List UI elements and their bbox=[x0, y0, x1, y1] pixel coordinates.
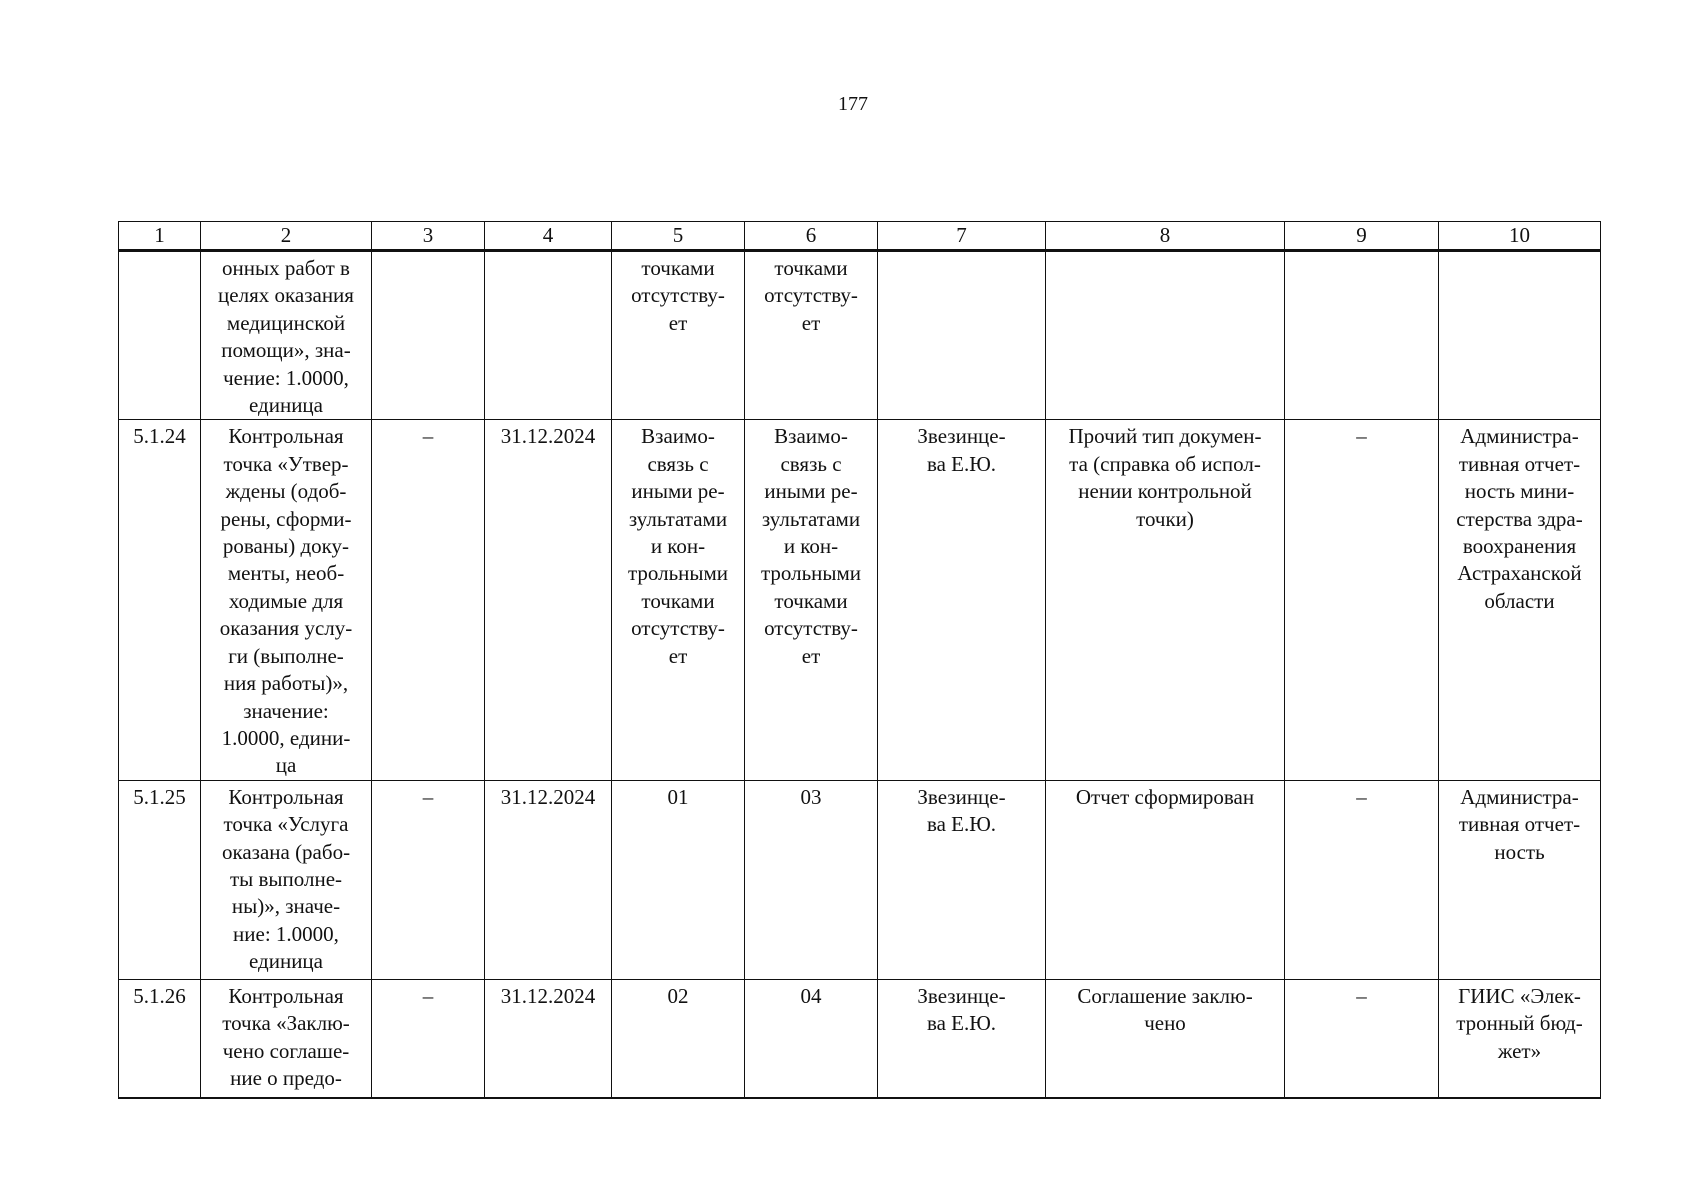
cell-number: 5.1.24 bbox=[119, 420, 201, 780]
column-header-4: 4 bbox=[485, 222, 612, 251]
cell-col6: 03 bbox=[745, 780, 878, 979]
cell-col5: 01 bbox=[612, 780, 745, 979]
cell-col9 bbox=[1285, 251, 1439, 420]
cell-name: онных работ в целях оказания медицинской помощи», зна- чение: 1.0000, единица bbox=[201, 251, 372, 420]
document-table bbox=[118, 221, 1601, 1099]
cell-source: ГИИС «Элек- тронный бюд- жет» bbox=[1439, 979, 1601, 1098]
cell-name: Контрольная точка «Утвер- ждены (одоб- рены, сформи- рованы) доку- менты, необ- ходимые для оказания услу- ги (выполне- ния работы)», значение: 1.0000, едини- ца bbox=[201, 420, 372, 780]
cell-col5: 02 bbox=[612, 979, 745, 1098]
column-header-10: 10 bbox=[1439, 222, 1601, 251]
cell-source bbox=[1439, 251, 1601, 420]
cell-col6: точками отсутству- ет bbox=[745, 251, 878, 420]
cell-col3: – bbox=[372, 420, 485, 780]
cell-col6: 04 bbox=[745, 979, 878, 1098]
cell-responsible bbox=[878, 251, 1046, 420]
cell-col3: – bbox=[372, 979, 485, 1098]
cell-col6: Взаимо- связь с иными ре- зультатами и кон- трольными точками отсутству- ет bbox=[745, 420, 878, 780]
cell-col5: точками отсутству- ет bbox=[612, 251, 745, 420]
cell-document-type bbox=[1046, 251, 1285, 420]
cell-date: 31.12.2024 bbox=[485, 979, 612, 1098]
cell-source: Администра- тивная отчет- ность мини- стерства здра- воохранения Астраханской области bbox=[1439, 420, 1601, 780]
cell-document-type: Соглашение заклю- чено bbox=[1046, 979, 1285, 1098]
column-header-5: 5 bbox=[612, 222, 745, 251]
cell-col9: – bbox=[1285, 979, 1439, 1098]
column-header-6: 6 bbox=[745, 222, 878, 251]
cell-number: 5.1.25 bbox=[119, 780, 201, 979]
column-header-9: 9 bbox=[1285, 222, 1439, 251]
cell-number bbox=[119, 251, 201, 420]
cell-source: Администра- тивная отчет- ность bbox=[1439, 780, 1601, 979]
table-row-5-1-24 bbox=[119, 420, 1601, 780]
column-header-2: 2 bbox=[201, 222, 372, 251]
table-row-continuation bbox=[119, 251, 1601, 420]
column-header-7: 7 bbox=[878, 222, 1046, 251]
table-header-row bbox=[119, 222, 1601, 251]
cell-document-type: Прочий тип докумен- та (справка об испол- нении контрольной точки) bbox=[1046, 420, 1285, 780]
cell-responsible: Звезинце- ва Е.Ю. bbox=[878, 780, 1046, 979]
cell-date: 31.12.2024 bbox=[485, 780, 612, 979]
cell-document-type: Отчет сформирован bbox=[1046, 780, 1285, 979]
cell-name: Контрольная точка «Услуга оказана (рабо- ты выполне- ны)», значе- ние: 1.0000, единица bbox=[201, 780, 372, 979]
cell-date: 31.12.2024 bbox=[485, 420, 612, 780]
cell-date bbox=[485, 251, 612, 420]
column-header-3: 3 bbox=[372, 222, 485, 251]
cell-col5: Взаимо- связь с иными ре- зультатами и кон- трольными точками отсутству- ет bbox=[612, 420, 745, 780]
cell-col3: – bbox=[372, 780, 485, 979]
table-row-5-1-25 bbox=[119, 780, 1601, 979]
page-number: 177 bbox=[838, 93, 868, 115]
column-header-8: 8 bbox=[1046, 222, 1285, 251]
cell-name: Контрольная точка «Заклю- чено соглаше- ние о предо- bbox=[201, 979, 372, 1098]
table-row-5-1-26 bbox=[119, 979, 1601, 1098]
cell-number: 5.1.26 bbox=[119, 979, 201, 1098]
cell-col9: – bbox=[1285, 420, 1439, 780]
cell-responsible: Звезинце- ва Е.Ю. bbox=[878, 420, 1046, 780]
column-header-1: 1 bbox=[119, 222, 201, 251]
cell-responsible: Звезинце- ва Е.Ю. bbox=[878, 979, 1046, 1098]
cell-col3 bbox=[372, 251, 485, 420]
cell-col9: – bbox=[1285, 780, 1439, 979]
